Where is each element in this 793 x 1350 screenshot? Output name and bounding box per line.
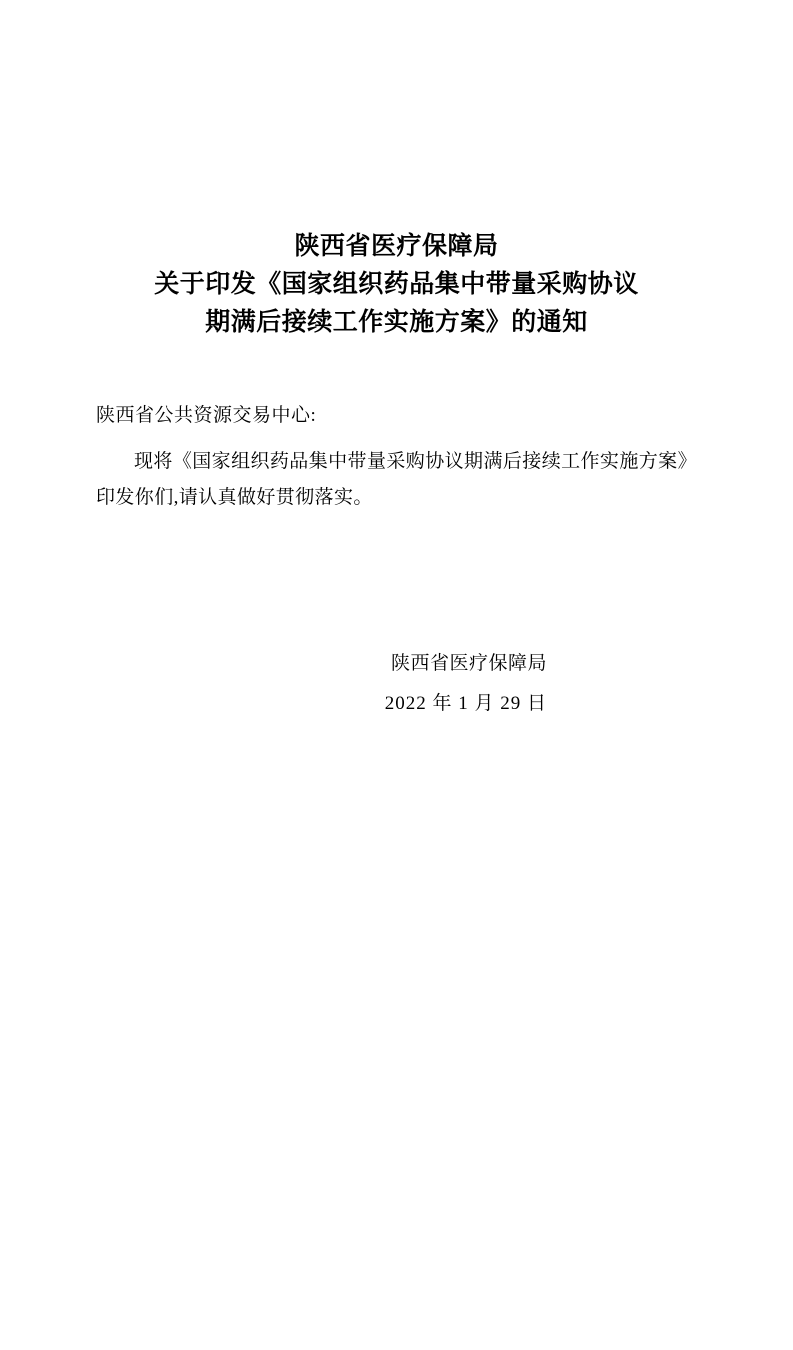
title-line-1: 陕西省医疗保障局 <box>294 233 499 260</box>
document-page <box>0 228 793 1350</box>
title-line-3: 期满后接续工作实施方案》的通知 <box>205 309 588 336</box>
page-title <box>96 228 697 342</box>
signature-organization: 陕西省医疗保障局 <box>390 653 547 674</box>
recipient-line: 陕西省公共资源交易中心: <box>96 405 317 426</box>
title-line-2: 关于印发《国家组织药品集中带量采购协议 <box>154 271 639 298</box>
signature-block <box>96 644 697 724</box>
signature-date: 2022 年 1 月 29 日 <box>384 693 547 714</box>
body-paragraph: 现将《国家组织药品集中带量采购协议期满后接续工作实施方案》印发你们,请认真做好贯彻落实。 <box>96 451 697 508</box>
